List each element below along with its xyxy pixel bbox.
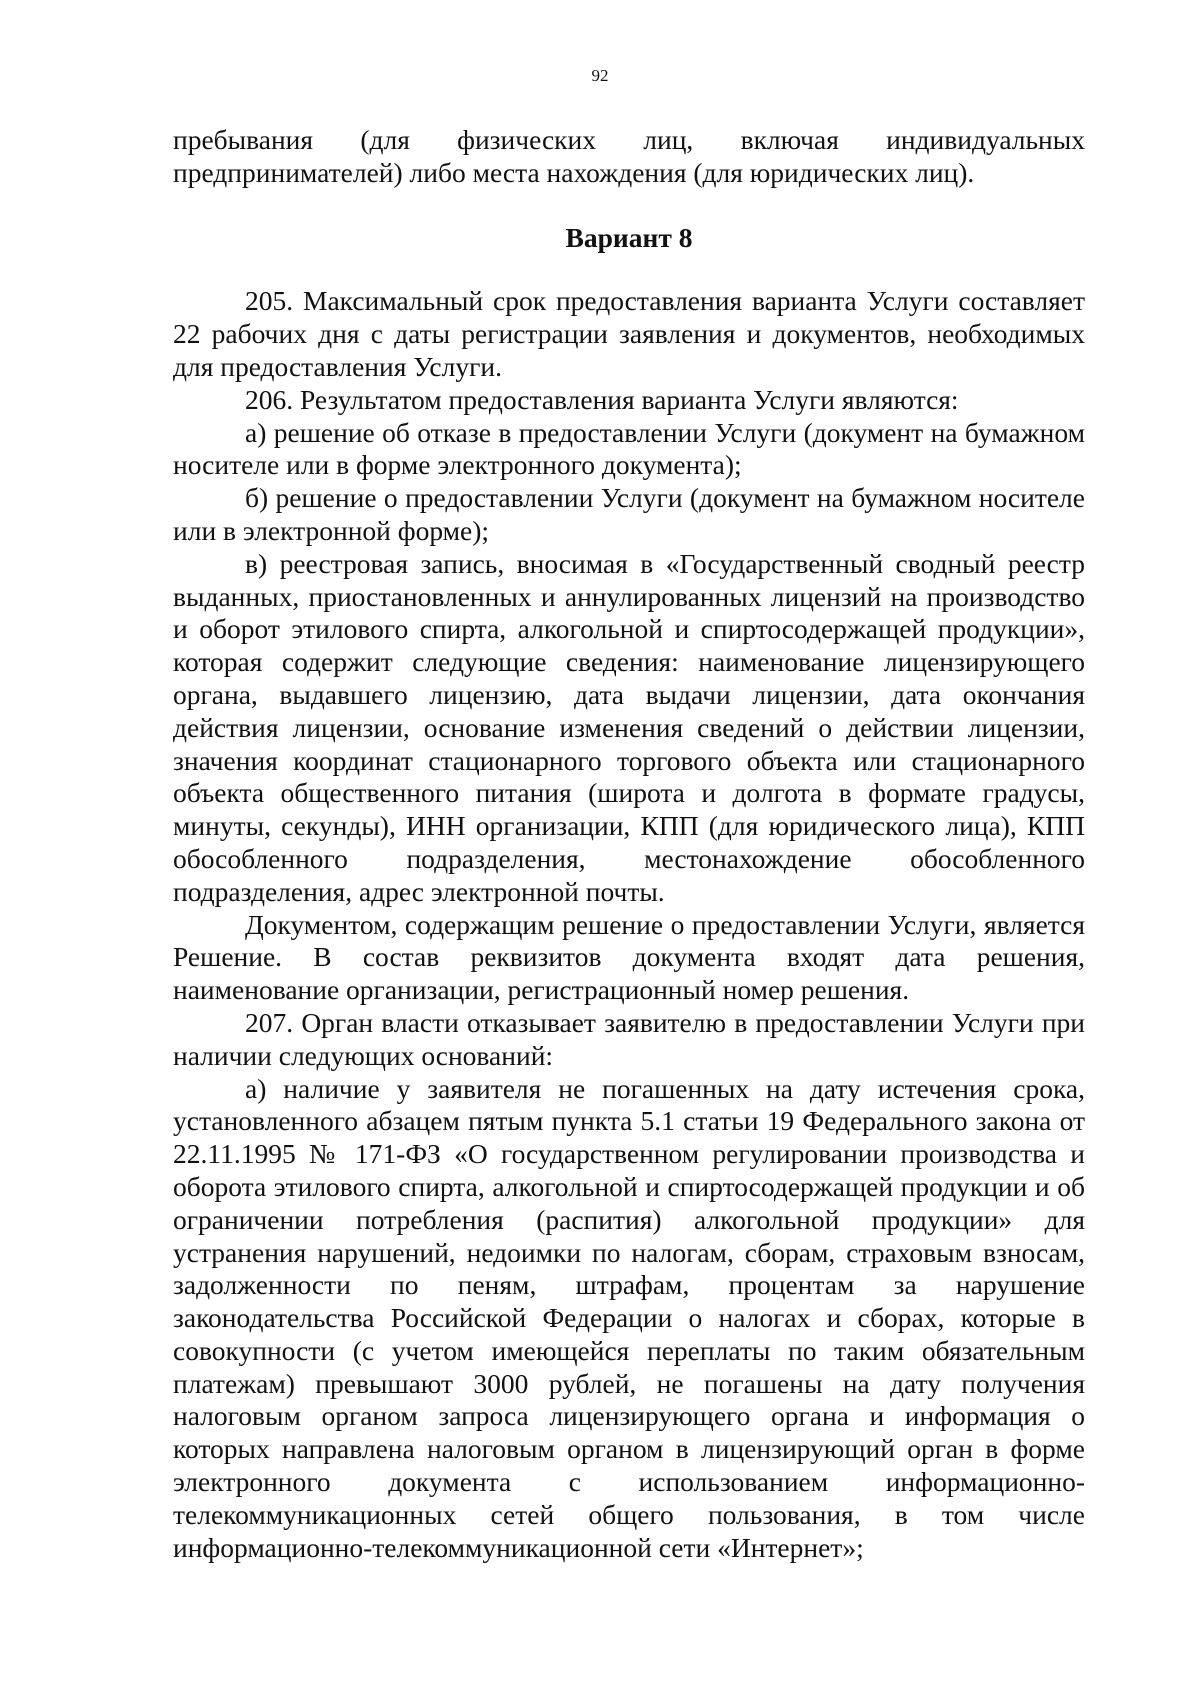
paragraph-207: 207. Орган власти отказывает заявителю в предоставлении Услуги при наличии следующих оснований: [173,1006,1085,1071]
document-body [173,124,1085,1564]
paragraph-206: 206. Результатом предоставления варианта Услуги являются: [245,383,959,415]
paragraph-decision-document: Документом, содержащим решение о предоставлении Услуги, является Решение. В состав реквизитов документа входят дата решения, наименование организации, регистрационный номер решения. [173,908,1085,1006]
paragraph-206-a: а) решение об отказе в предоставлении Услуги (документ на бумажном носителе или в форме электронного документа); [173,416,1085,481]
paragraph-207-a: а) наличие у заявителя не погашенных на дату истечения срока, установленного абзацем пятым пункта 5.1 статьи 19 Федерального закона от 22.11.1995 № 171-ФЗ «О государственном регулировании производства и оборота этилового спирта, алкогольной и спиртосодержащей продукции и об ограничении потребления (распития) алкогольной продукции» для устранения нарушений, недоимки по налогам, сборам, страховым взносам, задолженности по пеням, штрафам, процентам за нарушение законодательства Российской Федерации о налогах и сборах, которые в совокупности (с учетом имеющейся переплаты по таким обязательным платежам) превышают 3000 рублей, не погашены на дату получения налоговым органом запроса лицензирующего органа и информация о которых направлена налоговым органом в лицензирующий орган в форме электронного документа с использованием информационно-телекоммуникационных сетей общего пользования, в том числе информационно-телекоммуникационной сети «Интернет»; [173,1072,1085,1563]
intro-paragraph: пребывания (для физических лиц, включая индивидуальных предпринимателей) либо места нахождения (для юридических лиц). [173,124,1085,188]
paragraph-206-v: в) реестровая запись, вносимая в «Государственный сводный реестр выданных, приостановленных и аннулированных лицензий на производство и оборот этилового спирта, алкогольной и спиртосодержащей продукции», которая содержит следующие сведения: наименование лицензирующего органа, выдавшего лицензию, дата выдачи лицензии, дата окончания действия лицензии, основание изменения сведений о действии лицензии, значения координат стационарного торгового объекта или стационарного объекта общественного питания (широта и долгота в формате градусы, минуты, секунды), ИНН организации, КПП (для юридического лица), КПП обособленного подразделения, местонахождение обособленного подразделения, адрес электронной почты. [173,547,1085,907]
paragraph-206-b: б) решение о предоставлении Услуги (документ на бумажном носителе или в электронной форме); [173,482,1085,546]
page-number: 92 [591,66,609,85]
section-heading: Вариант 8 [565,221,693,253]
paragraph-205: 205. Максимальный срок предоставления варианта Услуги составляет 22 рабочих дня с даты регистрации заявления и документов, необходимых для предоставления Услуги. [173,285,1085,382]
